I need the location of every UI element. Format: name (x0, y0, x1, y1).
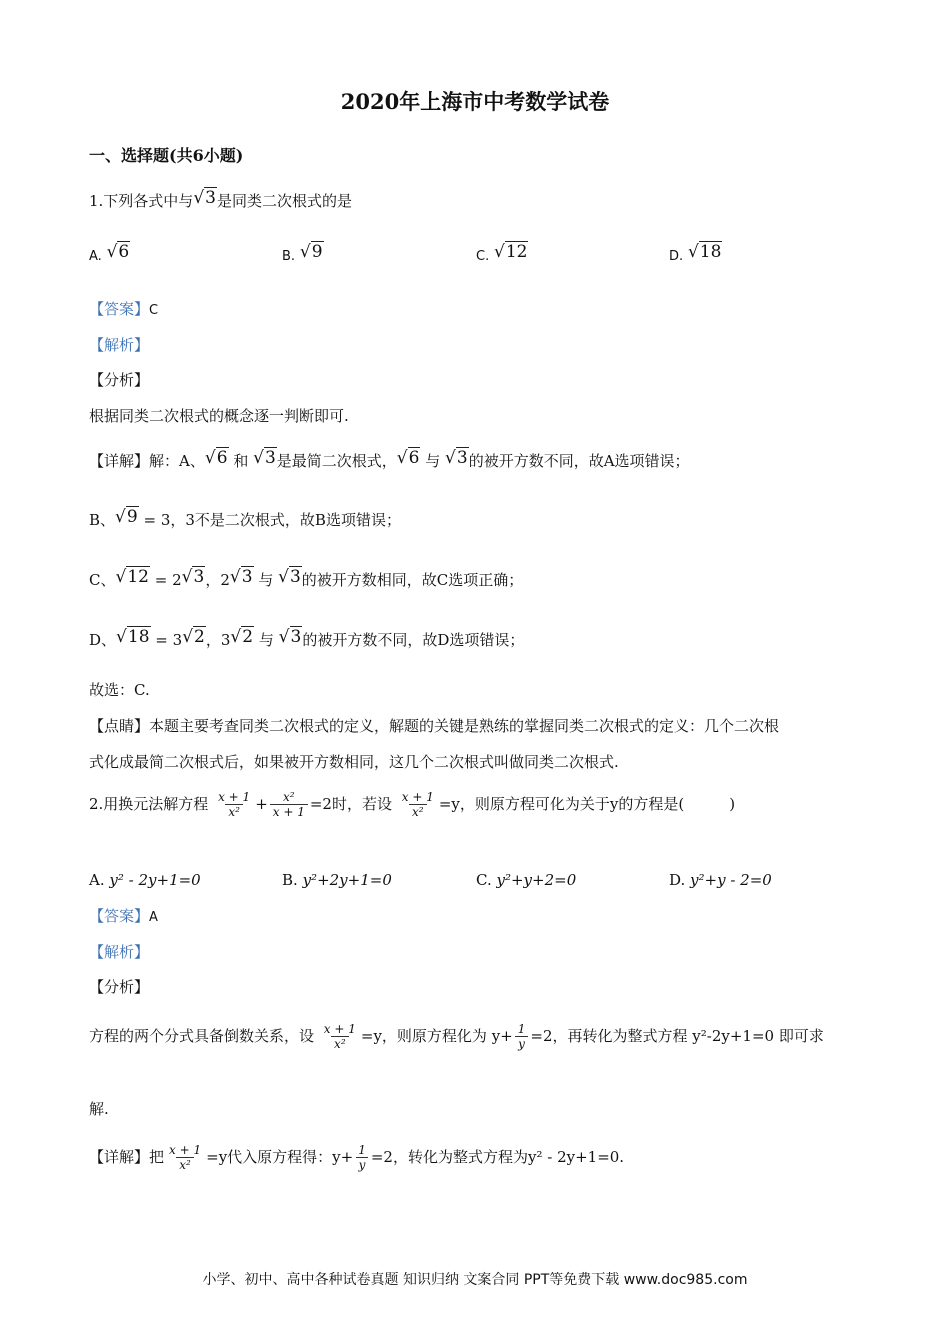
q2-option-d[interactable] (669, 871, 772, 889)
q1-option-a[interactable] (89, 242, 130, 264)
radicand: 6 (408, 448, 420, 468)
text: C、 (89, 571, 116, 589)
answer-tag: 【答案】 (89, 907, 150, 925)
fraction (515, 1022, 529, 1052)
text: 与 (258, 571, 274, 589)
sqrt: √12 (115, 567, 149, 587)
option-label: D. (669, 871, 686, 889)
q1-stem-suffix: 是同类二次根式的是 (216, 192, 352, 210)
sqrt: √3 (181, 567, 205, 587)
page-title: 2020年上海市中考数学试卷 (340, 89, 610, 114)
numerator: 1 (358, 1143, 366, 1157)
option-label: A. (89, 871, 105, 889)
q2-detail (89, 1143, 624, 1173)
text: B、 (89, 511, 116, 529)
q1-detail-a (89, 448, 690, 471)
q1-answer (89, 298, 158, 319)
sqrt: √2 (182, 627, 205, 647)
radicand: 12 (127, 567, 149, 587)
text: ，3不是二次根式，故B选项错误； (170, 511, 401, 529)
radicand: 3 (241, 567, 253, 587)
numerator: x + 1 (169, 1143, 202, 1157)
denominator: x² (409, 804, 427, 819)
q2-fenxi-line2: 解. (89, 1100, 109, 1118)
text: 和 (233, 452, 249, 470)
page-footer: 小学、初中、高中各种试卷真题 知识归纳 文案合同 PPT等免费下载 www.doc985.com (202, 1272, 748, 1288)
answer-value: C (149, 303, 159, 318)
q1-detail-c (89, 567, 523, 590)
fraction (215, 790, 253, 820)
denominator: x² (331, 1036, 349, 1051)
radicand: 3 (193, 567, 205, 587)
q1-fenxi-text: 根据同类二次根式的概念逐一判断即可. (89, 407, 349, 425)
sqrt: √6 (106, 242, 130, 262)
text: 的被开方数不同，故A选项错误； (468, 452, 690, 470)
sqrt: √9 (299, 242, 323, 262)
comment-tag: 【点睛】 (89, 717, 150, 735)
sqrt: √3 (253, 448, 276, 468)
text: =2时，若设 (309, 794, 392, 813)
sqrt: √3 (229, 567, 253, 587)
radicand: 3 (205, 188, 216, 208)
sqrt: √3 (445, 448, 468, 468)
denominator: y (356, 1157, 369, 1172)
option-label: C. (476, 249, 490, 264)
option-label: A. (89, 249, 102, 264)
text: 方程的两个分式具备倒数关系，设 (89, 1026, 315, 1045)
radicand: 3 (264, 448, 276, 468)
sqrt: √3 (278, 567, 301, 587)
q2-analysis-tag: 【解析】 (89, 943, 150, 961)
q2-option-b[interactable] (282, 871, 392, 889)
numerator: x + 1 (323, 1022, 356, 1036)
q1-option-b[interactable] (282, 242, 324, 264)
sqrt: √18 (687, 242, 722, 262)
radicand: 12 (505, 242, 528, 262)
option-label: C. (476, 871, 492, 889)
fraction (166, 1143, 204, 1173)
text: 把 (149, 1147, 165, 1166)
q1-choose: 故选：C. (89, 681, 150, 699)
sqrt: √12 (494, 242, 528, 262)
denominator: x² (225, 804, 243, 819)
sqrt: √18 (116, 627, 150, 647)
section-heading: 一、选择题(共6小题) (89, 146, 244, 165)
sqrt: √2 (230, 627, 254, 647)
text: 是最简二次根式， (276, 452, 397, 470)
radicand: 3 (289, 567, 301, 587)
q2-option-a[interactable] (89, 871, 201, 889)
numerator: 1 (517, 1022, 526, 1036)
radicand: 18 (699, 242, 722, 262)
text: 与 (425, 452, 441, 470)
q1-analysis-tag: 【解析】 (89, 336, 150, 354)
q2-fenxi-tag: 【分析】 (89, 978, 150, 996)
text: 与 (258, 631, 274, 649)
detail-tag: 【详解】 (89, 452, 150, 470)
option-text: y²+y - 2=0 (690, 871, 772, 889)
radicand: 3 (290, 627, 302, 647)
option-label: B. (282, 249, 296, 264)
denominator: x + 1 (270, 804, 308, 819)
plus: + (255, 794, 268, 813)
radicand: 2 (242, 627, 254, 647)
q1-detail-b (89, 507, 401, 530)
option-text: y² - 2y+1=0 (109, 871, 201, 889)
coef: 2 (220, 571, 230, 589)
denominator: y (515, 1036, 528, 1051)
answer-tag: 【答案】 (89, 300, 150, 318)
option-label: D. (669, 249, 684, 264)
radicand: 6 (118, 242, 130, 262)
text: 的被开方数不同，故D选项错误； (302, 631, 525, 649)
option-text: y²+y+2=0 (496, 871, 577, 889)
q2-stem (89, 790, 735, 820)
denominator: x² (176, 1157, 194, 1172)
q1-stem-prefix: 1.下列各式中与 (89, 192, 194, 210)
fraction (399, 790, 437, 820)
q1-fenxi-tag: 【分析】 (89, 371, 150, 389)
option-label: B. (282, 871, 298, 889)
q1-stem (89, 188, 352, 211)
coef: 3 (220, 631, 231, 649)
numerator: x² (283, 790, 295, 804)
text: =y，则原方程化为 y+ (360, 1026, 513, 1045)
fraction (355, 1143, 369, 1173)
text: 2.用换元法解方程 (89, 794, 209, 813)
q1-option-c[interactable] (476, 242, 528, 264)
q2-fenxi-text (89, 1022, 824, 1052)
radicand: 2 (194, 627, 205, 647)
q1-detail-d (89, 627, 524, 650)
equals: = 2 (154, 571, 182, 589)
text: =2，再转化为整式方程 y²-2y+1=0 即可求 (530, 1026, 824, 1045)
radicand: 9 (311, 242, 323, 262)
fraction (270, 790, 308, 820)
radicand: 3 (456, 448, 468, 468)
text: 解：A、 (149, 452, 205, 470)
radicand: 9 (126, 507, 138, 527)
text: D、 (89, 631, 117, 649)
fraction (321, 1022, 359, 1052)
q1-comment-line1 (89, 715, 779, 736)
detail-tag: 【详解】 (89, 1147, 150, 1166)
option-text: y²+2y+1=0 (302, 871, 392, 889)
text: =y代入原方程得：y+ (206, 1147, 354, 1166)
numerator: x + 1 (401, 790, 434, 804)
sqrt: √3 (278, 627, 302, 647)
numerator: x + 1 (218, 790, 251, 804)
text: =2，转化为整式方程为y² - 2y+1=0. (370, 1147, 625, 1166)
sep: ， (205, 631, 221, 649)
sqrt: √6 (204, 448, 228, 468)
q1-comment-line2: 式化成最简二次根式后，如果被开方数相同，这几个二次根式叫做同类二次根式. (89, 753, 619, 771)
text: =y，则原方程可化为关于y的方程是( ) (438, 794, 736, 813)
q1-option-d[interactable] (669, 242, 722, 264)
q2-option-c[interactable] (476, 871, 576, 889)
answer-value: A (149, 910, 158, 925)
sqrt: √3 (193, 188, 216, 208)
radicand: 6 (216, 448, 228, 468)
text: 的被开方数相同，故C选项正确； (301, 571, 524, 589)
comment-text: 本题主要考查同类二次根式的定义，解题的关键是熟练的掌握同类二次根式的定义：几个二次根 (149, 717, 780, 735)
q2-answer (89, 905, 158, 926)
equals: = 3 (143, 511, 171, 529)
radicand: 18 (127, 627, 150, 647)
equals: = 3 (155, 631, 183, 649)
sep: ， (205, 571, 221, 589)
sqrt: √6 (396, 448, 420, 468)
sqrt: √9 (115, 507, 138, 527)
